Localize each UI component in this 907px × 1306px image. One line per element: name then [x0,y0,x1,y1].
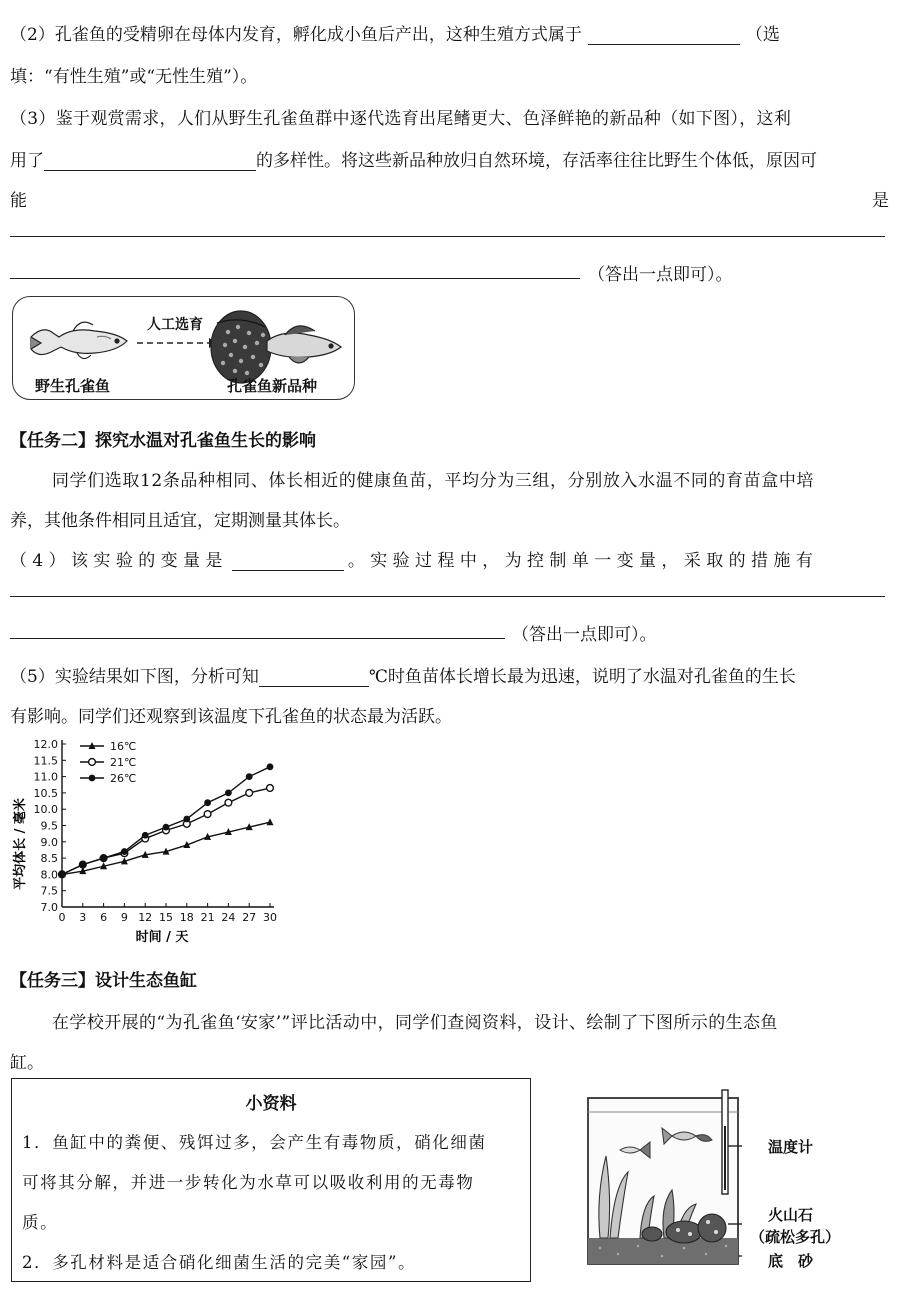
selective-breeding-figure [12,296,355,400]
q3-line2: 用了 的多样性。将这些新品种放归自然环境，存活率往往比野生个体低，原因可 [10,151,817,171]
chart-x-tick-label: 24 [221,911,236,924]
q4-answer-line-1[interactable] [10,596,885,597]
wild-fish-label: 野生孔雀鱼 [35,377,111,395]
chart-x-tick-label: 9 [120,911,128,924]
q3-line3-start: 能 [10,191,27,211]
chart-y-tick-label: 11.5 [33,754,58,768]
wild-guppy-drawing [31,322,127,358]
chart-y-tick-label: 8.5 [40,852,58,866]
q2-text: （2）孔雀鱼的受精卵在母体内发育，孵化成小鱼后产出，这种生殖方式属于 [10,25,582,45]
chart-point-filled-circle [183,816,190,823]
chart-point-filled-circle [121,848,128,855]
chart-point-filled-circle [142,832,149,839]
chart-point-open-circle [246,790,253,797]
q4-answer-blank-variable[interactable] [232,553,344,571]
chart-series-line-2 [62,767,270,875]
task2-para-line2: 养，其他条件相同且适宜，定期测量其体长。 [10,511,350,531]
chart-y-axis-label: 平均体长 / 毫米 [13,798,28,890]
chart-y-tick-label: 11.0 [33,770,58,784]
chart-x-tick-label: 30 [263,911,277,924]
info-item-1-line3: 质。 [22,1213,59,1232]
chart-point-filled-circle [59,871,66,878]
q4-answer-line-2[interactable] [10,638,505,639]
info-item-1-line2: 可将其分解，并进一步转化为水草可以吸收利用的无毒物 [22,1173,475,1192]
chart-y-tick-label: 7.5 [40,884,58,898]
chart-y-tick-label: 8.0 [40,868,58,882]
chart-point-filled-circle [163,824,170,831]
info-box [11,1078,531,1282]
chart-point-open-circle [204,811,211,818]
fish-illustration [13,297,356,401]
q2-answer-blank[interactable] [588,27,740,45]
chart-point-filled-circle [267,763,274,770]
chart-point-filled-circle [246,773,253,780]
chart-y-tick-label: 9.5 [40,819,58,833]
chart-legend-label: 26℃ [110,772,137,785]
q2-line2: 填：“有性生殖”或“无性生殖”）。 [10,67,258,87]
q2-line1 [10,20,780,45]
task3-heading: 【任务三】设计生态鱼缸 [10,971,197,991]
info-box-title: 小资料 [245,1094,297,1114]
chart-x-tick-label: 6 [100,911,108,924]
eco-tank-illustration [580,1086,780,1278]
task2-heading: 【任务二】探究水温对孔雀鱼生长的影响 [10,431,316,451]
chart-x-tick-label: 18 [179,911,194,924]
chart-y-tick-label: 7.0 [40,901,58,914]
q5-line2: 有影响。同学们还观察到该温度下孔雀鱼的状态最为活跃。 [10,707,452,727]
chart-point-triangle [267,818,274,825]
task3-para-line1: 在学校开展的“为孔雀鱼‘安家’”评比活动中，同学们查阅资料，设计、绘制了下图所示的生态鱼 [52,1013,778,1033]
arrow-label: 人工选育 [147,317,203,333]
task2-para-line1: 同学们选取12条品种相同、体长相近的健康鱼苗，平均分为三组，分别放入水温不同的育苗盒中培 [52,471,815,491]
selection-arrow [137,338,219,348]
info-item-1-line1: 1．鱼缸中的粪便、残饵过多，会产生有毒物质，硝化细菌 [22,1133,487,1152]
thermometer-label: 温度计 [768,1138,814,1156]
sand-label: 底 砂 [768,1252,814,1270]
q3-answer-blank-1[interactable] [44,153,256,171]
chart-point-filled-circle [100,855,107,862]
chart-legend-label: 21℃ [110,756,137,769]
volcanic-rock-note: （疏松多孔） [750,1228,841,1246]
chart-point-open-circle [225,799,232,806]
q3-line5: （答出一点即可）。 [588,265,733,285]
chart-x-tick-label: 21 [200,911,215,924]
chart-point-filled-circle [79,861,86,868]
chart-y-tick-label: 10.5 [33,786,58,800]
chart-y-tick-label: 12.0 [33,738,58,751]
q3-answer-line-1[interactable] [10,236,885,237]
q3-line3-end: 是 [872,191,889,211]
chart-y-tick-label: 9.0 [40,835,58,849]
q3-line1: （3）鉴于观赏需求，人们从野生孔雀鱼群中逐代选育出尾鳍更大、色泽鲜艳的新品种（如下图），这利 [10,109,792,129]
q3-answer-line-2[interactable] [10,278,580,279]
chart-point-open-circle [89,759,96,766]
info-item-2: 2．多孔材料是适合硝化细菌生活的完美“家园”。 [22,1253,417,1272]
growth-line-chart [0,732,300,947]
chart-legend-label: 16℃ [110,740,137,753]
q4-line3: （答出一点即可）。 [512,625,657,645]
q2-text-end: （选 [745,25,780,45]
chart-point-open-circle [267,785,274,792]
chart-y-tick-label: 10.0 [33,803,58,817]
chart-x-axis-label: 时间 / 天 [135,930,189,945]
task3-para-line2: 缸。 [10,1053,44,1073]
volcanic-rock-label: 火山石 [768,1206,814,1224]
chart-point-filled-circle [89,775,96,782]
chart-x-tick-label: 3 [79,911,87,924]
chart-x-tick-label: 0 [58,911,66,924]
chart-x-tick-label: 15 [159,911,173,924]
new-guppy-drawing [211,311,341,383]
chart-x-tick-label: 12 [138,911,153,924]
q5-answer-blank[interactable] [259,669,369,687]
chart-point-filled-circle [204,799,211,806]
chart-x-tick-label: 27 [242,911,257,924]
q5-line1: （5）实验结果如下图，分析可知 ℃时鱼苗体长增长最为迅速，说明了水温对孔雀鱼的生长 [10,667,796,687]
new-variety-label: 孔雀鱼新品种 [227,377,318,395]
q4-line1: （4）该实验的变量是 。实验过程中，为控制单一变量，采取的措施有 [10,551,819,571]
chart-point-filled-circle [225,790,232,797]
